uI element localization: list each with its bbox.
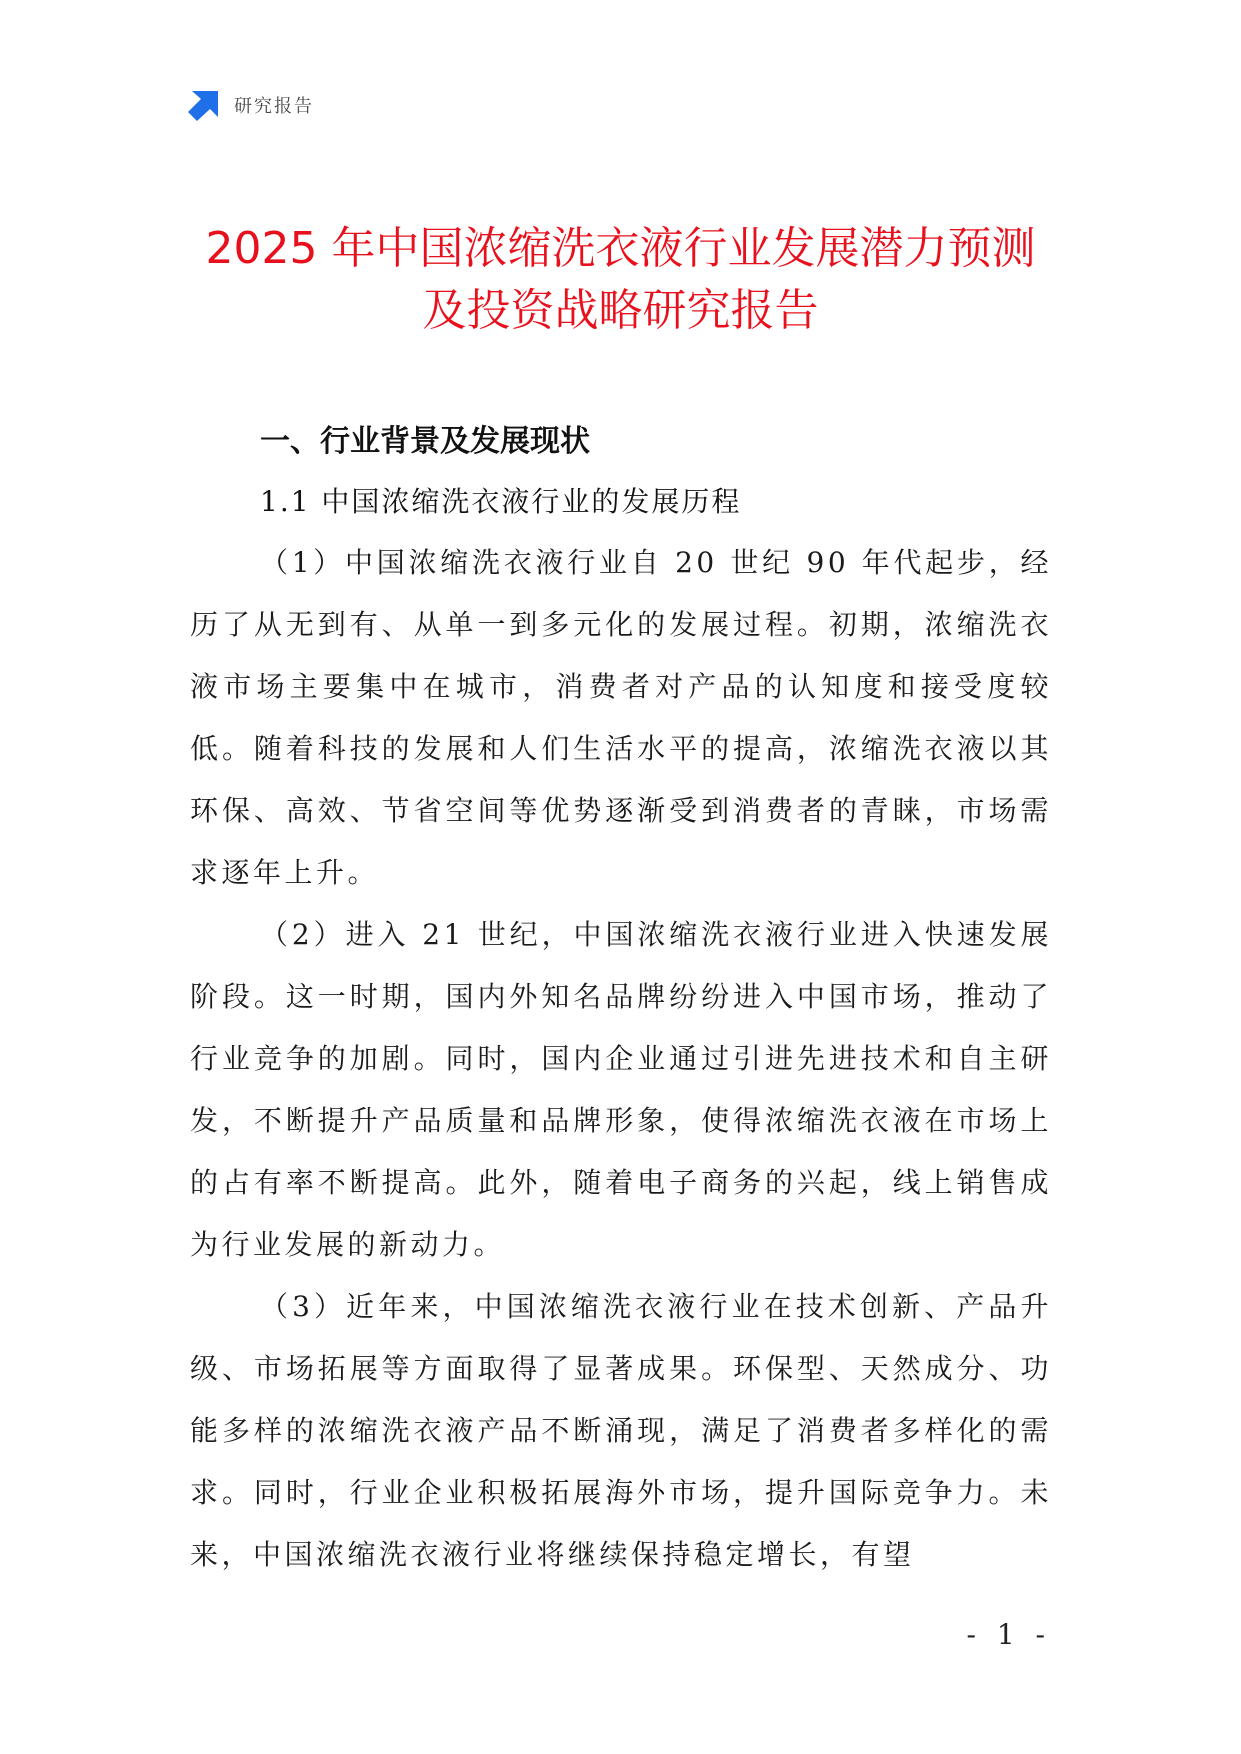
section-heading: 一、行业背景及发展现状 [260, 424, 590, 459]
title-line-1: 2025 年中国浓缩洗衣液行业发展潜力预测 [205, 223, 1036, 274]
section-subheading: 1.1 中国浓缩洗衣液行业的发展历程 [260, 485, 742, 518]
report-body [190, 412, 1052, 1586]
title-line-2: 及投资战略研究报告 [422, 285, 819, 336]
header-label: 研究报告 [234, 96, 314, 117]
report-title [150, 218, 1091, 342]
paragraph-3: （3）近年来，中国浓缩洗衣液行业在技术创新、产品升级、市场拓展等方面取得了显著成果。环保型、天然成分、功能多样的浓缩洗衣液产品不断涌现，满足了消费者多样化的需求。同时，行业企业积极拓展海外市场，提升国际竞争力。未来，中国浓缩洗衣液行业将继续保持稳定增长，有望 [190, 1290, 1052, 1571]
page-number: - 1 - [966, 1618, 1051, 1651]
report-header [188, 88, 314, 122]
arrow-up-right-icon [188, 89, 220, 121]
paragraph-1: （1）中国浓缩洗衣液行业自 20 世纪 90 年代起步，经历了从无到有、从单一到多元化的发展过程。初期，浓缩洗衣液市场主要集中在城市，消费者对产品的认知度和接受度较低。随着科技的发展和人们生活水平的提高，浓缩洗衣液以其环保、高效、节省空间等优势逐渐受到消费者的青睐，市场需求逐年上升。 [190, 546, 1052, 889]
paragraph-2: （2）进入 21 世纪，中国浓缩洗衣液行业进入快速发展阶段。这一时期，国内外知名品牌纷纷进入中国市场，推动了行业竞争的加剧。同时，国内企业通过引进先进技术和自主研发，不断提升产品质量和品牌形象，使得浓缩洗衣液在市场上的占有率不断提高。此外，随着电子商务的兴起，线上销售成为行业发展的新动力。 [190, 918, 1052, 1261]
